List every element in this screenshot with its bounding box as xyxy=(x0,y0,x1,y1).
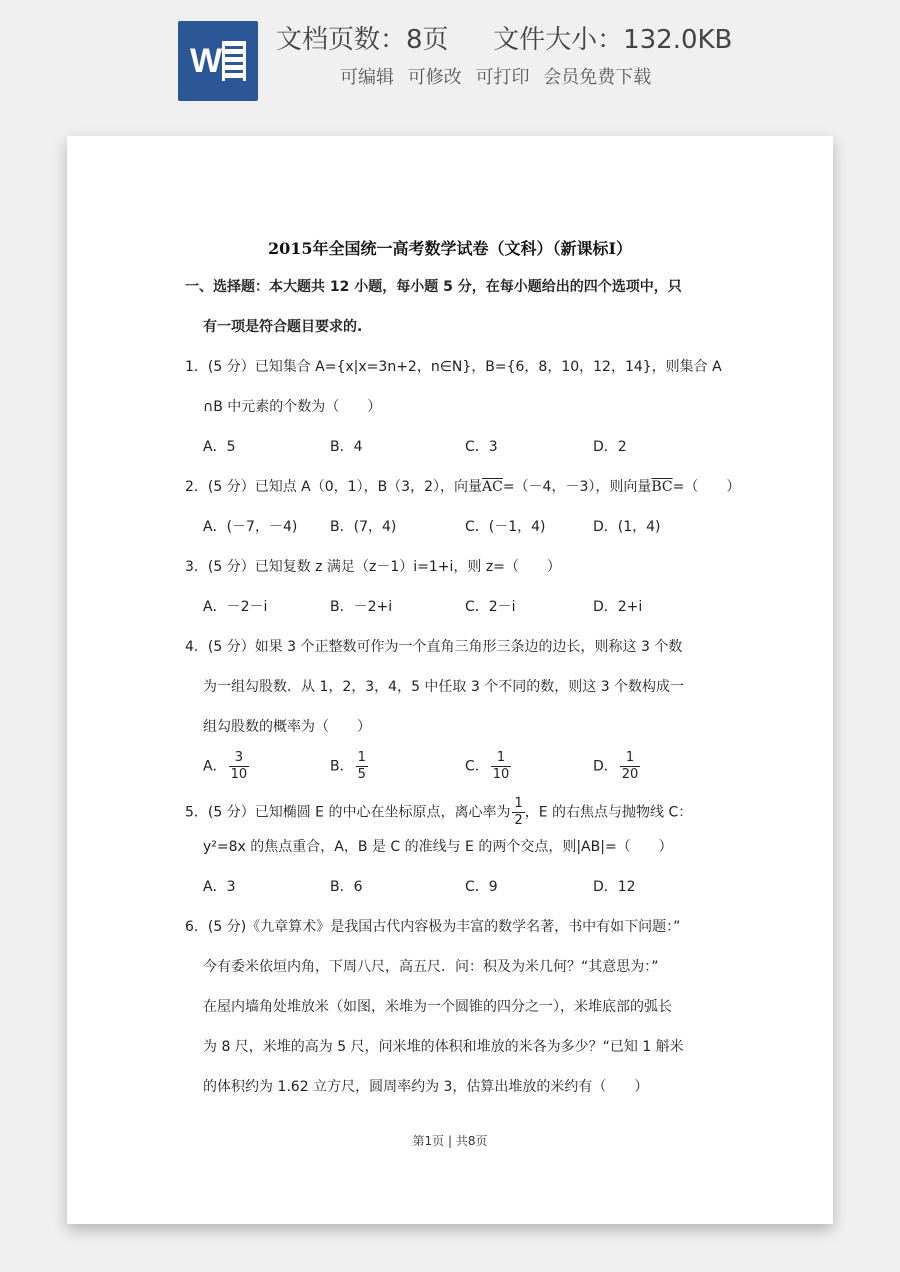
q6-line2: 今有委米依垣内角，下周八尺，高五尺．问：积及为米几何？“其意思为：” xyxy=(203,959,659,975)
q4-option-d xyxy=(593,750,640,783)
q4-line1: 4．(5 分）如果 3 个正整数可作为一个直角三角形三条边的边长，则称这 3 个数 xyxy=(185,639,683,655)
q5-option-b: B．6 xyxy=(330,879,363,895)
q4-option-b-fraction xyxy=(356,750,368,783)
fraction-numerator: 1 xyxy=(491,750,512,767)
q6-line1: 6．(5 分)《九章算术》是我国古代内容极为丰富的数学名著，书中有如下问题：” xyxy=(185,919,681,935)
q2-vector-ac: $\overline{AC}$ xyxy=(482,479,503,495)
fraction-numerator: 1 xyxy=(514,796,523,811)
q4-option-a-label: A． xyxy=(203,758,227,775)
q2-text-mid: =（－4，－3），则向量 xyxy=(502,479,652,495)
q4-option-d-label: D． xyxy=(593,758,618,775)
q2-text-post: =（ ） xyxy=(672,479,741,495)
fraction-denominator: 20 xyxy=(621,767,639,782)
q1-option-c: C．3 xyxy=(465,439,498,455)
section-heading-line1: 一、选择题：本大题共 12 小题，每小题 5 分，在每小题给出的四个选项中，只 xyxy=(185,279,682,295)
feature-member-download: 会员免费下载 xyxy=(543,67,652,88)
word-icon-letter: W xyxy=(190,42,223,80)
fraction-numerator: 3 xyxy=(229,750,250,767)
q1-line1: 1．(5 分）已知集合 A={x|x=3n+2，n∈N}，B={6，8，10，12，14}，则集合 A xyxy=(185,359,722,375)
q5-text-pre: 5．(5 分）已知椭圆 E 的中心在坐标原点，离心率为 xyxy=(185,804,511,821)
word-icon-lines xyxy=(222,41,246,81)
feature-list xyxy=(340,64,700,92)
q3-option-a: A．－2－i xyxy=(203,599,268,615)
q4-option-b xyxy=(330,750,368,783)
q6-line3: 在屋内墙角处堆放米（如图，米堆为一个圆锥的四分之一），米堆底部的弧长 xyxy=(203,999,672,1015)
q1-line2: ∩B 中元素的个数为（ ） xyxy=(203,399,382,415)
q4-option-c-label: C． xyxy=(465,758,489,775)
q3-option-b: B．－2+i xyxy=(330,599,393,615)
q4-option-c xyxy=(465,750,511,783)
file-info-title xyxy=(276,22,736,58)
exam-title: 2015年全国统一高考数学试卷（文科）（新课标Ⅰ） xyxy=(267,239,633,258)
q2-option-b: B．(7，4) xyxy=(330,519,397,535)
q6-line5: 的体积约为 1.62 立方尺，圆周率约为 3，估算出堆放的米约有（ ） xyxy=(203,1079,649,1095)
page-count: 文档页数：8页 xyxy=(276,25,449,55)
q4-option-c-fraction xyxy=(491,750,512,783)
q5-eccentricity-fraction xyxy=(512,796,524,829)
q3-option-c: C．2－i xyxy=(465,599,516,615)
q2-option-d: D．(1，4) xyxy=(593,519,661,535)
feature-modifiable: 可修改 xyxy=(407,67,462,88)
q5-option-a: A．3 xyxy=(203,879,236,895)
q1-option-a: A．5 xyxy=(203,439,236,455)
q3-option-d: D．2+i xyxy=(593,599,643,615)
fraction-numerator: 1 xyxy=(357,750,366,765)
file-size: 文件大小：132.0KB xyxy=(493,25,733,55)
feature-editable: 可编辑 xyxy=(340,67,394,88)
fraction-numerator: 1 xyxy=(620,750,641,767)
q2-option-a: A．(－7，－4) xyxy=(203,519,298,535)
document-page xyxy=(67,136,833,1224)
q1-option-b: B．4 xyxy=(330,439,363,455)
q1-option-d: D．2 xyxy=(593,439,627,455)
fraction-denominator: 10 xyxy=(492,767,510,782)
q2-line1 xyxy=(185,476,740,498)
q5-line2: y²=8x 的焦点重合，A，B 是 C 的准线与 E 的两个交点，则|AB|=（ ） xyxy=(203,839,673,855)
word-document-icon xyxy=(178,21,258,101)
q4-option-a xyxy=(203,750,249,783)
q5-line1 xyxy=(185,796,692,829)
q4-option-a-fraction xyxy=(229,750,250,783)
q4-line2: 为一组勾股数．从 1，2，3，4，5 中任取 3 个不同的数，则这 3 个数构成一 xyxy=(203,679,685,695)
fraction-denominator: 2 xyxy=(514,813,523,828)
q2-option-c: C．(－1，4) xyxy=(465,519,546,535)
q5-option-c: C．9 xyxy=(465,879,498,895)
q3-line1: 3．(5 分）已知复数 z 满足（z－1）i=1+i，则 z=（ ） xyxy=(185,559,561,575)
q5-text-post: ，E 的右焦点与抛物线 C： xyxy=(524,804,693,821)
download-header xyxy=(0,0,900,130)
page-footer: 第1页 | 共8页 xyxy=(412,1134,488,1148)
q4-line3: 组勾股数的概率为（ ） xyxy=(203,719,371,735)
q4-option-b-label: B． xyxy=(330,758,354,775)
q4-option-d-fraction xyxy=(620,750,641,783)
q5-option-d: D．12 xyxy=(593,879,636,895)
q6-line4: 为 8 尺，米堆的高为 5 尺，问米堆的体积和堆放的米各为多少？“已知 1 斛米 xyxy=(203,1039,684,1055)
q2-vector-bc: $\overline{BC}$ xyxy=(651,479,673,495)
feature-printable: 可打印 xyxy=(475,67,530,88)
fraction-denominator: 5 xyxy=(357,767,366,782)
q2-text-pre: 2．(5 分）已知点 A（0，1），B（3，2），向量 xyxy=(185,479,482,495)
fraction-denominator: 10 xyxy=(230,767,248,782)
section-heading-line2: 有一项是符合题目要求的. xyxy=(203,319,363,335)
